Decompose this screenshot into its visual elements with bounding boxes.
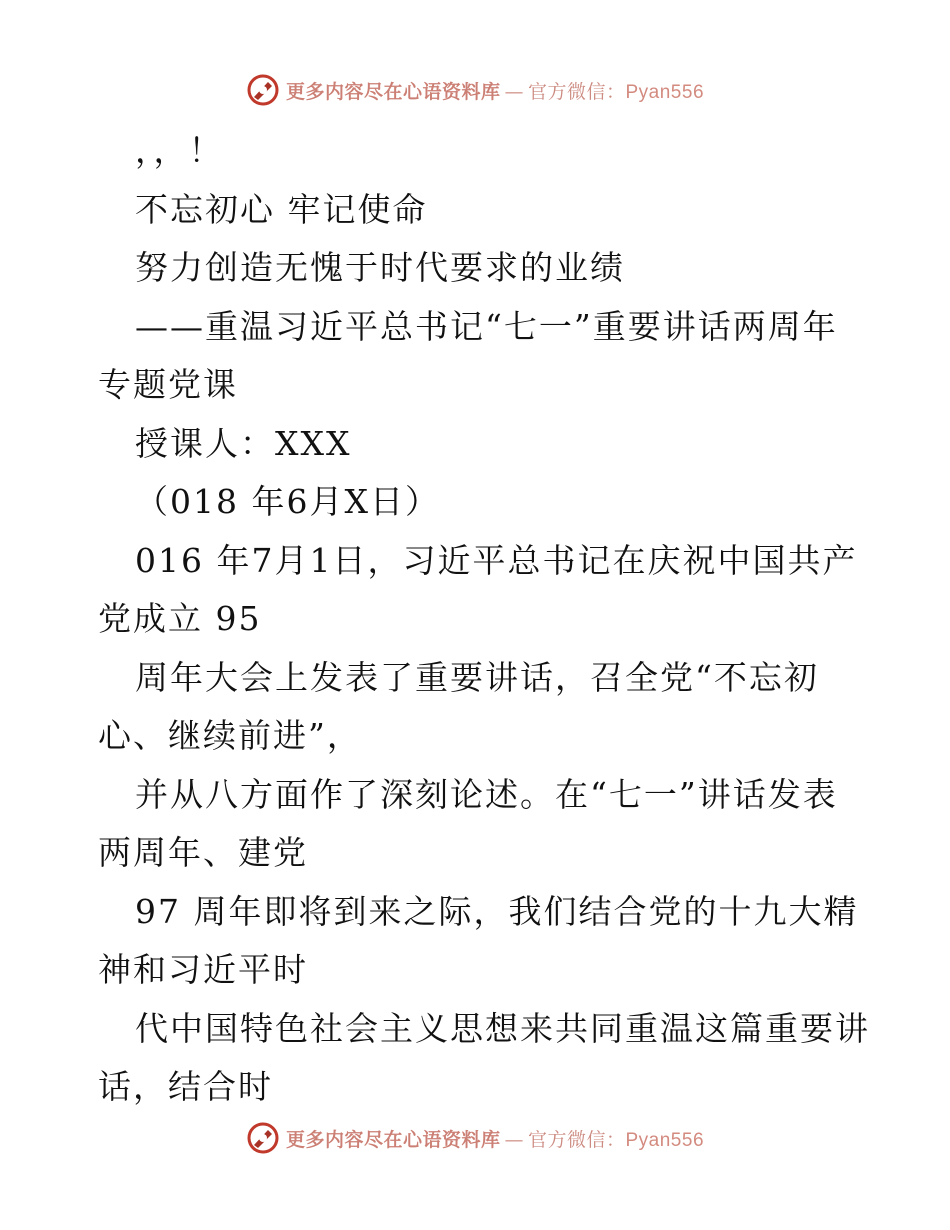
text-line: 代中国特色社会主义思想来共同重温这篇重要讲 [135, 1008, 870, 1048]
text-line: 不忘初心 牢记使命 [135, 189, 428, 229]
pen-seal-icon [246, 1121, 280, 1155]
header-watermark [0, 70, 950, 110]
watermark-official: 官方微信： [527, 80, 626, 103]
watermark-prefix: 更多内容尽在心语资料库 [285, 80, 501, 103]
watermark-dash: — [504, 80, 524, 103]
text-line: 专题党课 [98, 365, 238, 404]
text-line: 周年大会上发表了重要讲话，召全党“不忘初 [135, 657, 819, 697]
text-line: ——重温习近平总书记“七一”重要讲话两周年 [135, 306, 838, 346]
text-line: （018 年6月X日） [135, 482, 440, 521]
text-line: 97 周年即将到来之际，我们结合党的十九大精 [135, 891, 859, 931]
text-line: 016 年7月1日，习近平总书记在庆祝中国共产 [135, 540, 858, 580]
text-line: 努力创造无愧于时代要求的业绩 [135, 248, 625, 287]
footer-watermark [0, 1118, 950, 1158]
pen-seal-icon [246, 73, 280, 107]
document-body [98, 122, 870, 1117]
text-line: ，，！ [135, 131, 224, 170]
watermark-official: 官方微信： [527, 1128, 626, 1151]
watermark-id: Pyan556 [625, 81, 705, 103]
text-line: 党成立 95 [98, 599, 262, 638]
text-line: 并从八方面作了深刻论述。在“七一”讲话发表 [135, 774, 838, 814]
text-line: 话，结合时 [98, 1067, 273, 1106]
text-line: 心、继续前进”， [98, 716, 362, 755]
text-line: 两周年、建党 [98, 833, 308, 872]
text-line: 授课人：XXX [135, 423, 352, 463]
text-line: 神和习近平时 [98, 950, 308, 989]
watermark-dash: — [504, 1128, 524, 1151]
watermark-id: Pyan556 [625, 1129, 705, 1151]
watermark-prefix: 更多内容尽在心语资料库 [285, 1128, 501, 1151]
